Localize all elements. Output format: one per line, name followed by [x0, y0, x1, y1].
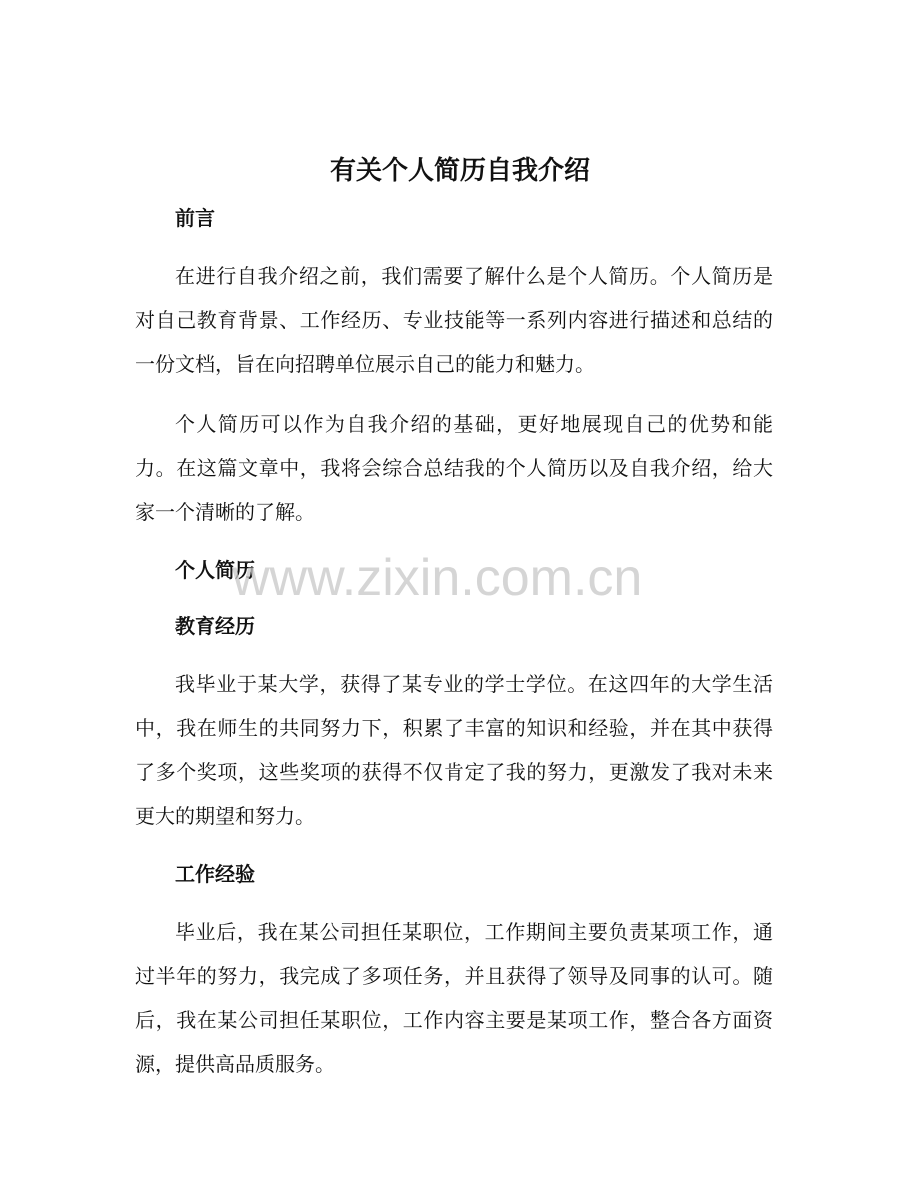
section-heading-work: 工作经验	[175, 862, 255, 886]
paragraph-work: 毕业后，我在某公司担任某职位，工作期间主要负责某项工作，通过半年的努力，我完成了多项任务，并且获得了领导及同事的认可。随后，我在某公司担任某职位，工作内容主要是某项工作，整合各方面资源，提供高品质服务。	[135, 920, 773, 1076]
document-body	[135, 198, 773, 1102]
section-heading-education: 教育经历	[175, 614, 255, 638]
document-title: 有关个人简历自我介绍	[329, 156, 590, 186]
watermark: www.zixin.com.cn	[232, 549, 643, 607]
section-heading-preface: 前言	[175, 206, 215, 230]
section-heading-resume: 个人简历	[175, 558, 255, 582]
paragraph-preface-2: 个人简历可以作为自我介绍的基础，更好地展现自己的优势和能力。在这篇文章中，我将会综合总结我的个人简历以及自我介绍，给大家一个清晰的了解。	[135, 412, 773, 524]
paragraph-education: 我毕业于某大学，获得了某专业的学士学位。在这四年的大学生活中，我在师生的共同努力下，积累了丰富的知识和经验，并在其中获得了多个奖项，这些奖项的获得不仅肯定了我的努力，更激发了我对未来更大的期望和努力。	[135, 672, 773, 828]
paragraph-preface-1: 在进行自我介绍之前，我们需要了解什么是个人简历。个人简历是对自己教育背景、工作经历、专业技能等一系列内容进行描述和总结的一份文档，旨在向招聘单位展示自己的能力和魅力。	[135, 264, 773, 376]
